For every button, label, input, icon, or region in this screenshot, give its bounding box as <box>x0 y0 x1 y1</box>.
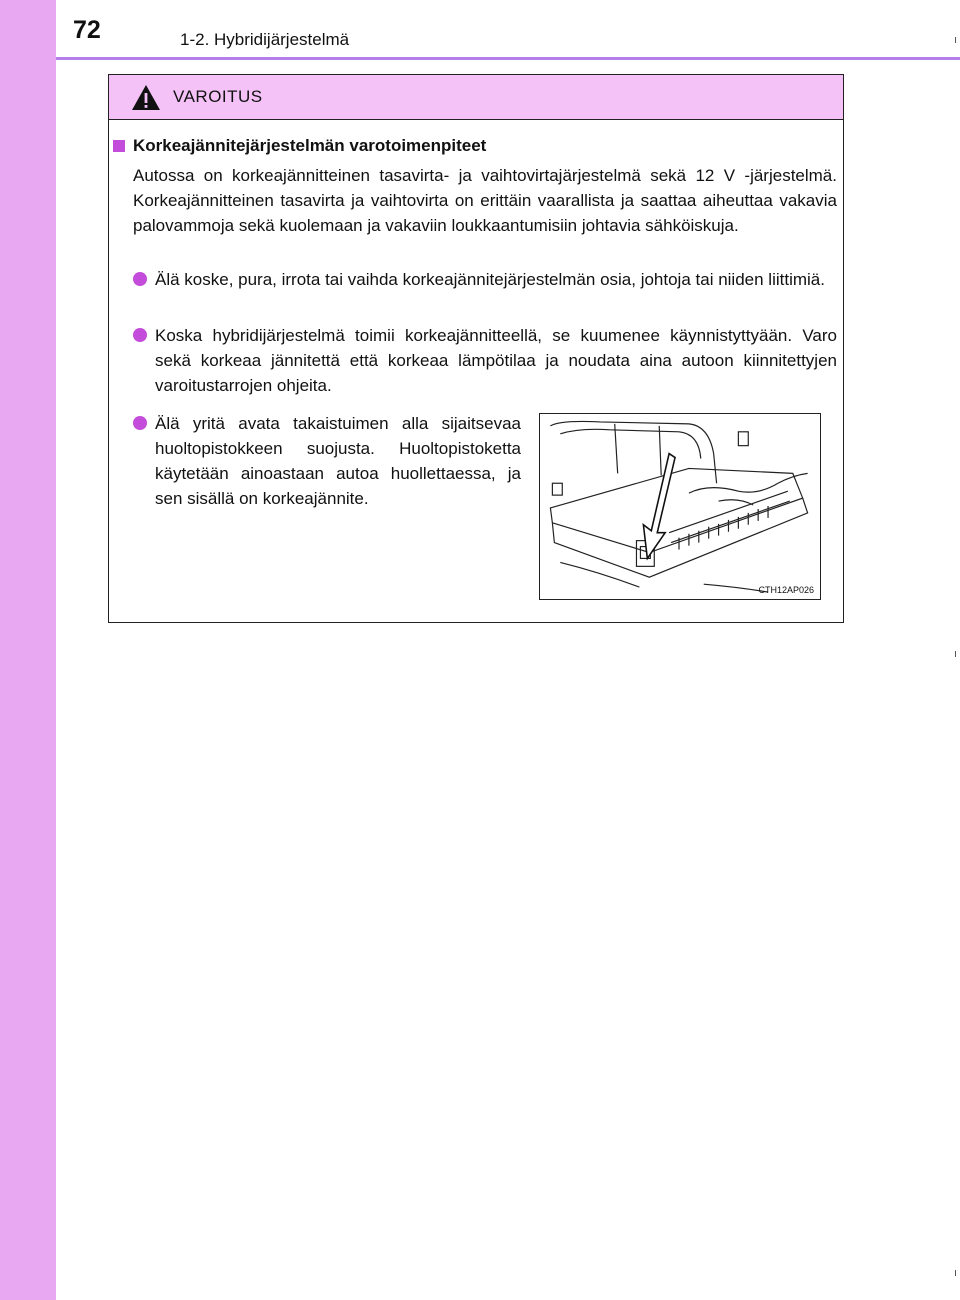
page-number: 72 <box>73 16 101 44</box>
square-bullet-icon <box>113 140 125 152</box>
section-title: 1-2. Hybridijärjestelmä <box>180 30 350 49</box>
bullet-text: Älä koske, pura, irrota tai vaihda korkeajännitejärjestelmän osia, johtoja tai niiden liittimiä. <box>155 270 825 289</box>
bullet-dot-icon <box>133 272 147 286</box>
bullet-text: Älä yritä avata takaistuimen alla sijaitsevaa huoltopistokkeen suojusta. Huoltopistoketta käytetään ainoastaan autoa huollettaessa, ja sen sisällä on korkeajännite. <box>155 414 521 508</box>
bullet-item <box>133 267 837 292</box>
warning-heading-text: Korkeajännitejärjestelmän varotoimenpiteet <box>133 136 487 155</box>
crop-mark <box>955 37 956 43</box>
warning-label: VAROITUS <box>173 87 263 106</box>
service-plug-illustration <box>539 413 821 600</box>
bullet-text: Koska hybridijärjestelmä toimii korkeajännitteellä, se kuumenee käynnistyttyään. Varo sekä korkeaa jännitettä että korkeaa lämpötilaa ja noudata aina autoon kiinnitettyjen varoitustarrojen ohjeita. <box>155 326 837 395</box>
figure-code: CTH12AP026 <box>758 585 814 595</box>
warning-box <box>108 74 844 623</box>
warning-paragraph: Autossa on korkeajännitteinen tasavirta- ja vaihtovirtajärjestelmä sekä 12 V -järjestelmä. Korkeajännitteinen tasavirta ja vaihtovirta on erittäin vaarallista ja saattaa aiheuttaa vakavia palovammoja sekä kuolemaan ja vakaviin loukkaantumisiin johtavia sähköiskuja. <box>133 166 837 235</box>
header-rule <box>56 57 960 60</box>
bullet-item <box>133 411 521 511</box>
rear-seat-battery-drawing <box>540 414 820 599</box>
warning-triangle-icon <box>131 84 161 111</box>
bullet-dot-icon <box>133 416 147 430</box>
warning-heading <box>113 136 486 156</box>
bullet-dot-icon <box>133 328 147 342</box>
bullet-item <box>133 323 837 398</box>
warning-header <box>109 75 843 120</box>
side-band <box>0 0 56 1300</box>
crop-mark <box>955 651 956 657</box>
crop-mark <box>955 1270 956 1276</box>
